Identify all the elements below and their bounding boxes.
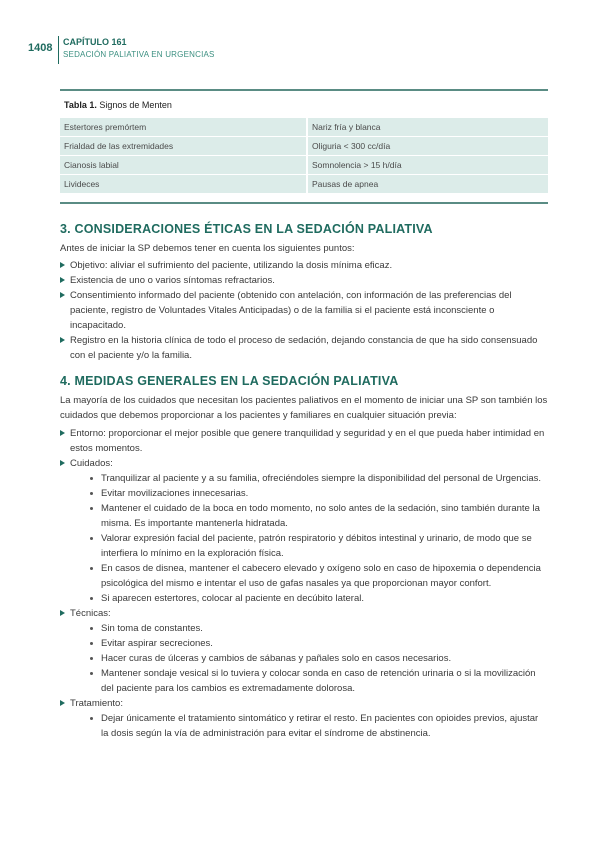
section-intro: La mayoría de los cuidados que necesitan los pacientes paliativos en el momento de iniciar una SP son también los cuidados que debemos proporcionar a los pacientes y familiares en cualquier situación previa: (60, 395, 548, 421)
section-heading: 4. MEDIDAS GENERALES EN LA SEDACIÓN PALIATIVA (60, 374, 399, 388)
table-cell: Frialdad de las extremidades (60, 137, 307, 156)
list-item-cuidados (60, 456, 548, 606)
main-content (60, 222, 548, 741)
signs-table (60, 118, 548, 194)
list-label: Tratamiento: (70, 698, 123, 709)
sub-list-item: Si aparecen estertores, colocar al paciente en decúbito lateral. (90, 591, 548, 606)
list-label: Cuidados: (70, 458, 113, 469)
table-cell: Nariz fría y blanca (307, 118, 548, 137)
sub-list-item: Hacer curas de úlceras y cambios de sábanas y pañales solo en casos necesarios. (90, 651, 548, 666)
chapter-label: CAPÍTULO 161 (63, 37, 127, 47)
list-item-tecnicas (60, 606, 548, 696)
tratamiento-list (90, 711, 548, 741)
sub-list-item: Tranquilizar al paciente y a su familia, ofreciéndoles siempre la disponibilidad del personal de Urgencias. (90, 471, 548, 486)
sub-list-item: Evitar movilizaciones innecesarias. (90, 486, 548, 501)
section-general-measures (60, 374, 548, 741)
table-title-number: Tabla 1. (64, 100, 97, 110)
list-item-tratamiento (60, 696, 548, 741)
chapter-subtitle: SEDACIÓN PALIATIVA EN URGENCIAS (63, 50, 215, 59)
section-heading: 3. CONSIDERACIONES ÉTICAS EN LA SEDACIÓN PALIATIVA (60, 222, 433, 236)
table-row (60, 137, 548, 156)
tecnicas-list (90, 621, 548, 696)
cuidados-list (90, 471, 548, 606)
sub-list-item: Valorar expresión facial del paciente, patrón respiratorio y débitos intestinal y urinario, de modo que se interfiera lo mínimo en la exploración física. (90, 531, 548, 561)
table-row (60, 118, 548, 137)
section-intro: Antes de iniciar la SP debemos tener en cuenta los siguientes puntos: (60, 243, 355, 254)
sub-list-item: Mantener el cuidado de la boca en todo momento, no solo antes de la sedación, sino también durante la misma. Es importante mantenerla hidratada. (90, 501, 548, 531)
sub-list-item: Mantener sondaje vesical si lo tuviera y colocar sonda en caso de retención urinaria o si la movilización del paciente para los cambios es extremadamente dolorosa. (90, 666, 548, 696)
list-item-entorno: Entorno: proporcionar el mejor posible que genere tranquilidad y seguridad y en el que pueda haber intimidad en estos momentos. (60, 426, 548, 456)
table-bottom-rule (60, 202, 548, 204)
sub-list-item: Sin toma de constantes. (90, 621, 548, 636)
table-cell: Livideces (60, 175, 307, 194)
table-cell: Cianosis labial (60, 156, 307, 175)
table-row (60, 175, 548, 194)
list-item: Consentimiento informado del paciente (obtenido con antelación, con información de las preferencias del paciente, registro de Voluntades Vitales Anticipadas) o de la familia si el paciente está inconsciente o incapacitado. (60, 288, 548, 333)
list-item: Existencia de uno o varios síntomas refractarios. (60, 273, 548, 288)
table-title (60, 91, 548, 118)
sub-list-item: En casos de disnea, mantener el cabecero elevado y oxígeno solo en caso de hipoxemia o dependencia psicológica del mismo e intentar el uso de gafas nasales ya que proporcionan mayor confort. (90, 561, 548, 591)
table-cell: Estertores premórtem (60, 118, 307, 137)
ethics-list (60, 258, 548, 363)
table-cell: Somnolencia > 15 h/día (307, 156, 548, 175)
measures-list (60, 426, 548, 741)
list-label: Técnicas: (70, 608, 111, 619)
table-cell: Pausas de apnea (307, 175, 548, 194)
sub-list-item: Dejar únicamente el tratamiento sintomático y retirar el resto. En pacientes con opioides previos, ajustar la dosis según la vía de administración para evitar el síndrome de abstinencia. (90, 711, 548, 741)
menten-signs-table (60, 89, 548, 204)
table-title-text: Signos de Menten (96, 100, 172, 110)
table-cell: Oliguria < 300 cc/día (307, 137, 548, 156)
list-item: Objetivo: aliviar el sufrimiento del paciente, utilizando la dosis mínima eficaz. (60, 258, 548, 273)
table-row (60, 156, 548, 175)
header-divider (58, 36, 59, 64)
sub-list-item: Evitar aspirar secreciones. (90, 636, 548, 651)
section-ethics (60, 222, 548, 363)
page-number: 1408 (28, 42, 53, 54)
list-item: Registro en la historia clínica de todo el proceso de sedación, dejando constancia de que ha sido consensuado con el paciente y/o la familia. (60, 333, 548, 363)
